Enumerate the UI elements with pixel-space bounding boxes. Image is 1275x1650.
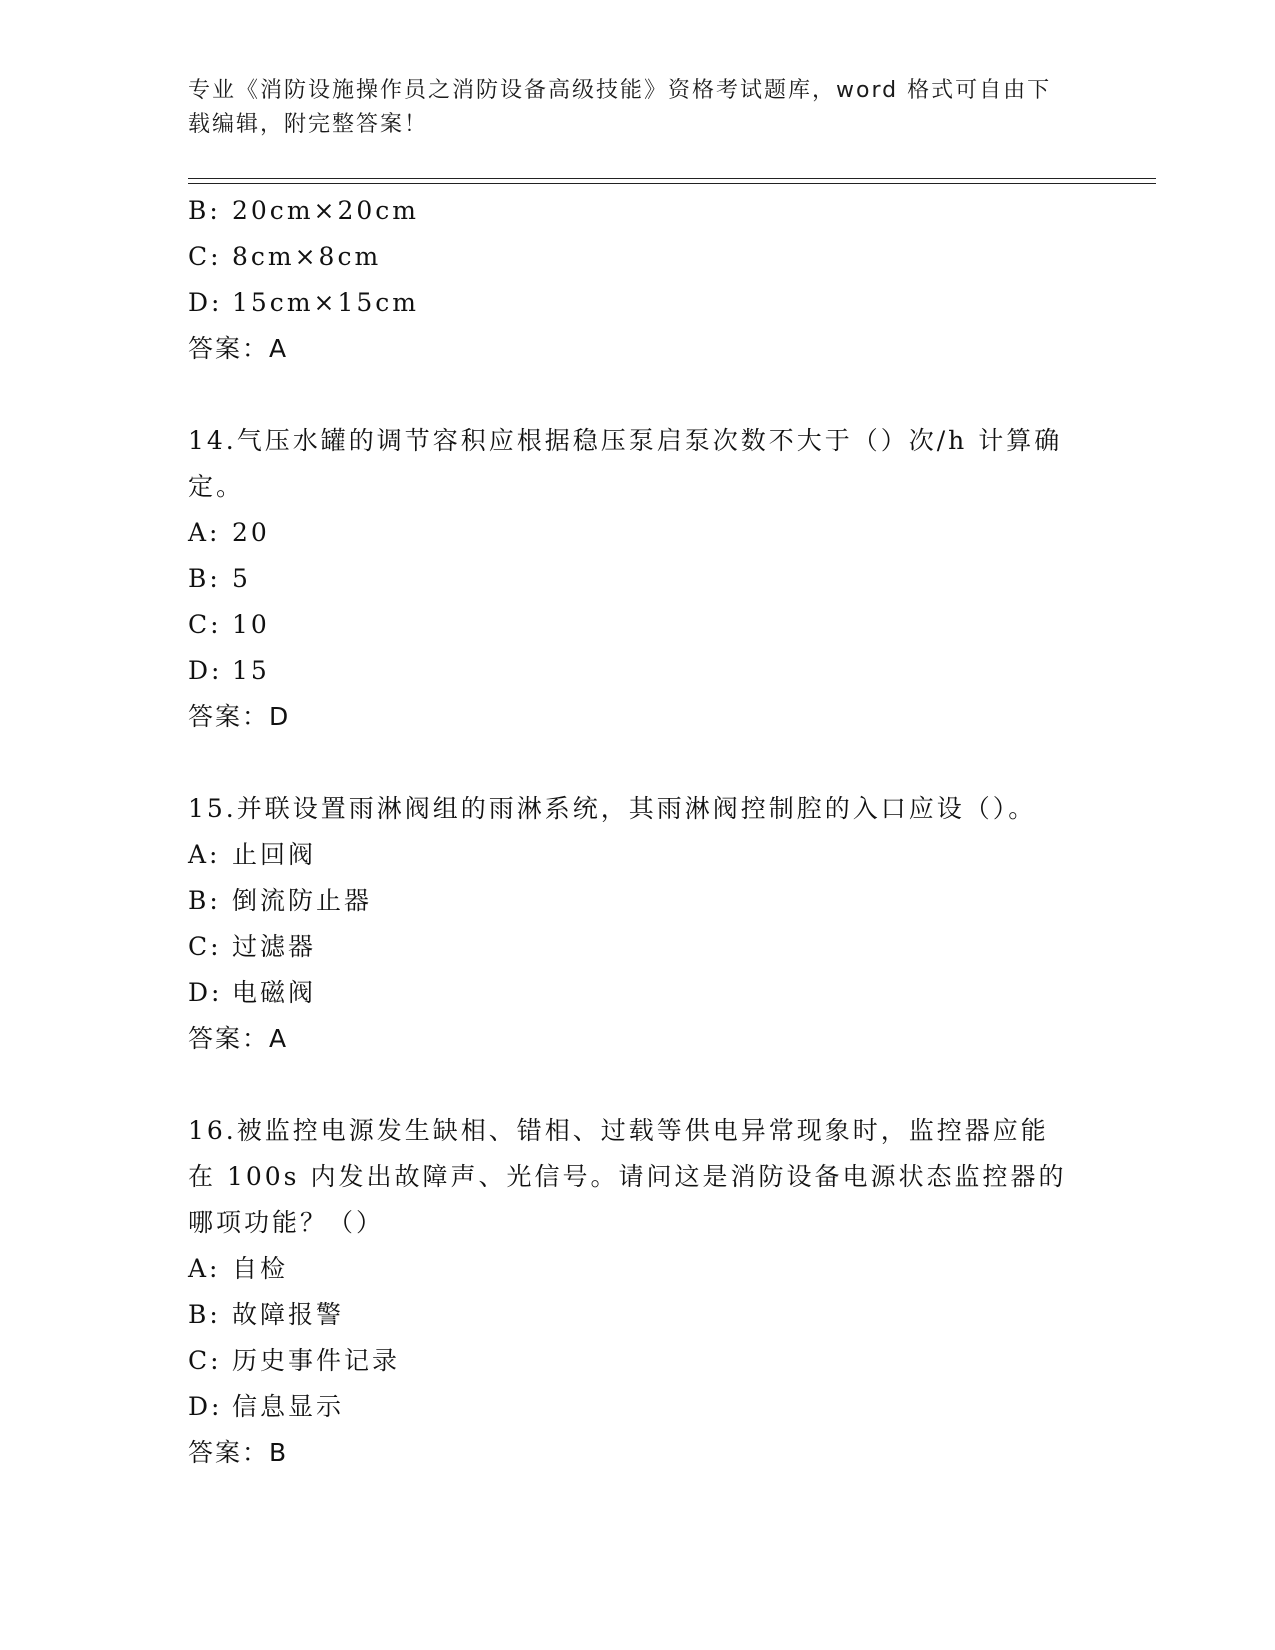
option-b: [188, 188, 1088, 234]
question-stem: 15.并联设置雨淋阀组的雨淋系统，其雨淋阀控制腔的入口应设（）。: [188, 794, 1037, 823]
header-divider-bottom: [188, 183, 1156, 184]
option-label: B:: [188, 886, 221, 915]
option-label: B:: [188, 564, 221, 593]
option-text: 电磁阀: [232, 978, 317, 1007]
option-text: 倒流防止器: [232, 886, 373, 915]
option-b: [188, 1292, 1088, 1338]
answer-line: 答案：A: [188, 334, 289, 363]
option-text: 过滤器: [232, 932, 317, 961]
option-text: 信息显示: [232, 1392, 345, 1421]
option-label: C:: [188, 932, 222, 961]
question-stem: 16.被监控电源发生缺相、错相、过载等供电异常现象时，监控器应能 在 100s 内发出故障声、光信号。请问这是消防设备电源状态监控器的 哪项功能？（）: [188, 1116, 1067, 1237]
question-14: [188, 418, 1088, 740]
option-a: [188, 1246, 1088, 1292]
option-label: D:: [188, 288, 223, 317]
option-c: [188, 924, 1088, 970]
option-b: [188, 556, 1088, 602]
option-text: 20cm×20cm: [232, 196, 419, 225]
option-d: [188, 648, 1088, 694]
option-c: [188, 1338, 1088, 1384]
option-text: 8cm×8cm: [232, 242, 382, 271]
option-label: B:: [188, 196, 221, 225]
option-text: 15: [232, 656, 270, 685]
option-d: [188, 970, 1088, 1016]
option-label: A:: [188, 518, 221, 547]
question-list: [188, 188, 1088, 1476]
question-16: [188, 1108, 1088, 1476]
option-text: 止回阀: [232, 840, 317, 869]
option-label: C:: [188, 242, 222, 271]
option-text: 5: [232, 564, 251, 593]
option-a: [188, 510, 1088, 556]
option-text: 10: [232, 610, 270, 639]
option-label: D:: [188, 978, 223, 1007]
answer-line: 答案：B: [188, 1438, 289, 1467]
option-a: [188, 832, 1088, 878]
option-label: B:: [188, 1300, 221, 1329]
question-stem: 14.气压水罐的调节容积应根据稳压泵启泵次数不大于（）次/h 计算确 定。: [188, 426, 1063, 501]
header-divider-top: [188, 178, 1156, 179]
answer-line: 答案：D: [188, 702, 291, 731]
option-text: 历史事件记录: [232, 1346, 401, 1375]
question-15: [188, 786, 1088, 1062]
option-text: 20: [232, 518, 270, 547]
option-text: 15cm×15cm: [232, 288, 419, 317]
option-text: 故障报警: [232, 1300, 345, 1329]
option-c: [188, 234, 1088, 280]
option-c: [188, 602, 1088, 648]
option-label: A:: [188, 840, 221, 869]
option-label: C:: [188, 1346, 222, 1375]
option-b: [188, 878, 1088, 924]
option-label: C:: [188, 610, 222, 639]
option-text: 自检: [232, 1254, 289, 1283]
document-header: 专业《消防设施操作员之消防设备高级技能》资格考试题库，word 格式可自由下 载编辑，附完整答案！: [188, 78, 1052, 137]
option-label: D:: [188, 656, 223, 685]
prev-question-tail: [188, 188, 1088, 372]
answer-line: 答案：A: [188, 1024, 289, 1053]
option-label: A:: [188, 1254, 221, 1283]
option-d: [188, 280, 1088, 326]
option-d: [188, 1384, 1088, 1430]
option-label: D:: [188, 1392, 223, 1421]
